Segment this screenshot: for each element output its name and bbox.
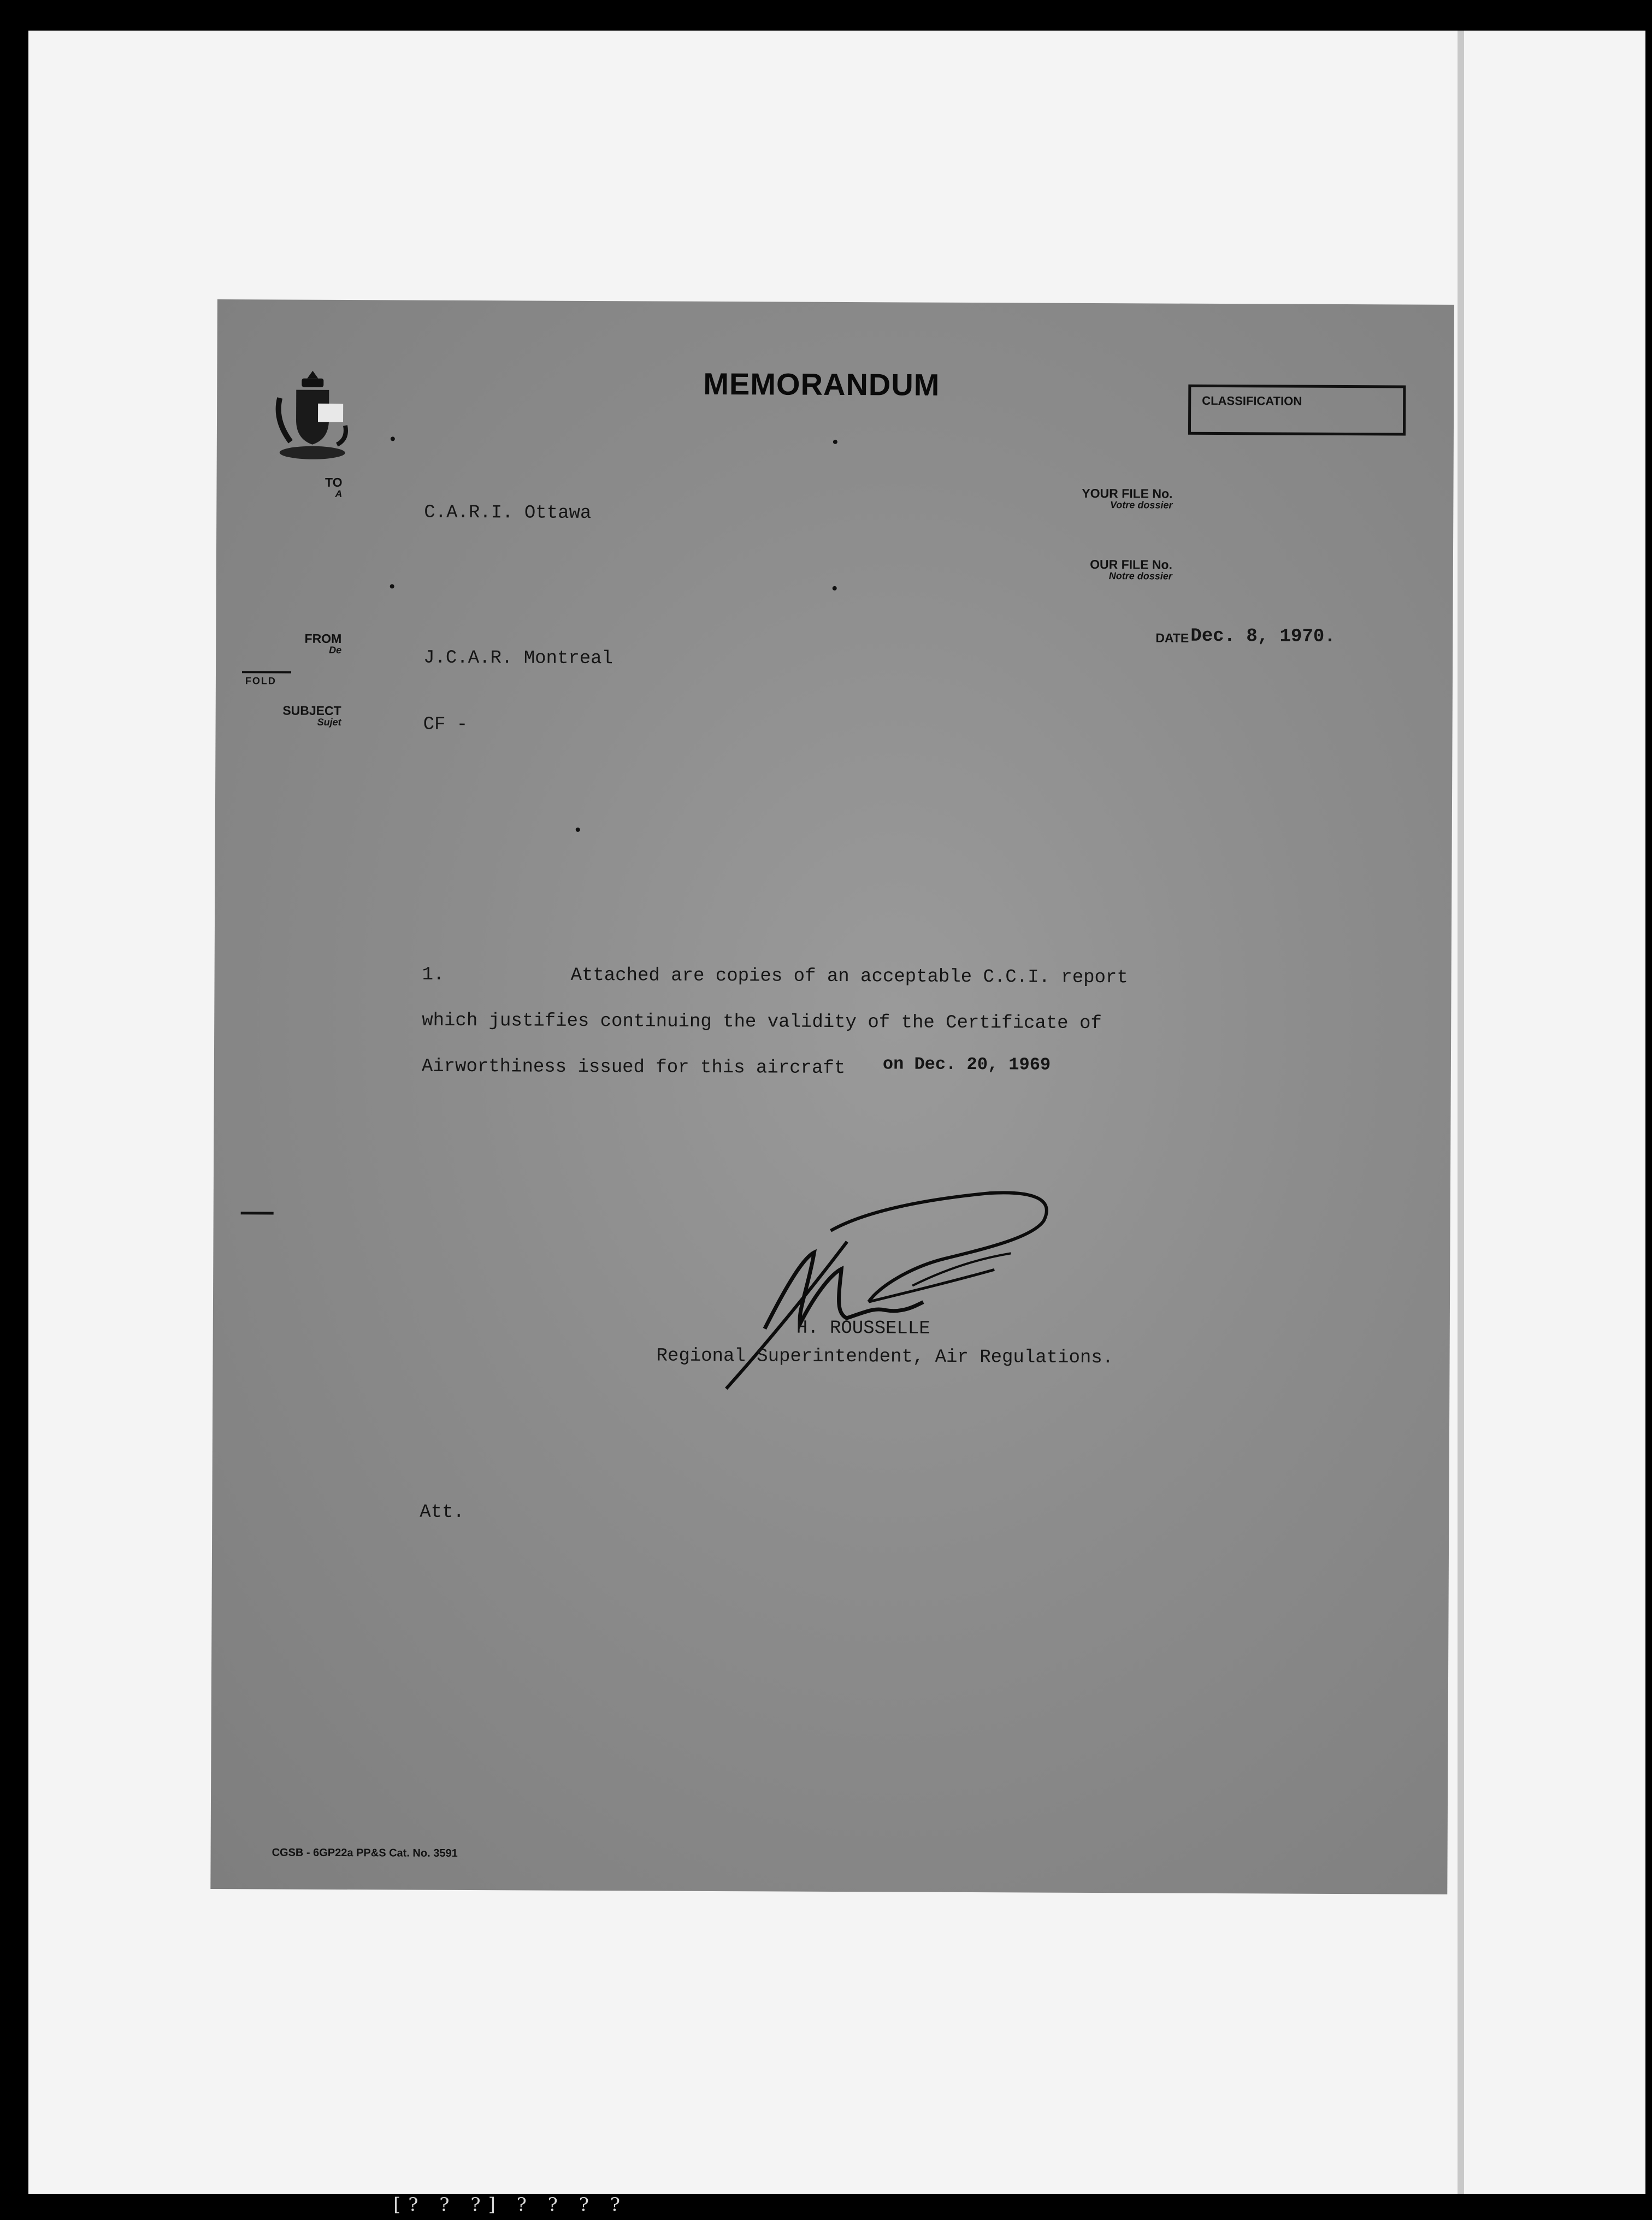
body-line-3-stamp: on Dec. 20, 1969: [882, 1054, 1051, 1075]
signatory-title: Regional Superintendent, Air Regulations.: [656, 1345, 1114, 1369]
to-value: C.A.R.I. Ottawa: [424, 502, 592, 524]
fold-mark: [242, 671, 291, 693]
scan-bottom-notes: [? ? ?] ? ? ? ?: [393, 2194, 628, 2216]
paragraph-number: 1.: [422, 964, 445, 985]
form-code: CGSB - 6GP22a PP&S Cat. No. 3591: [272, 1846, 458, 1859]
subject-value: CF -: [423, 714, 491, 736]
body-line-1: Attached are copies of an acceptable C.C.I. report: [570, 965, 1128, 989]
scan-edge-line: [1458, 31, 1464, 2194]
to-label: TO A: [324, 475, 343, 500]
your-file-label: YOUR FILE No. Votre dossier: [1082, 486, 1173, 511]
memo-title: MEMORANDUM: [703, 366, 940, 402]
from-label: FROM De: [304, 631, 342, 656]
fold-line: [242, 671, 291, 673]
address-dot: [833, 586, 837, 591]
handwritten-signature: [704, 1176, 1099, 1407]
classification-label: CLASSIFICATION: [1202, 393, 1302, 408]
address-dot: [576, 828, 580, 832]
subject-label: SUBJECT Sujet: [282, 703, 341, 728]
address-dot: [833, 440, 837, 444]
our-file-label: OUR FILE No. Notre dossier: [1090, 557, 1172, 582]
margin-dash: [241, 1212, 274, 1214]
signatory-name: H. ROUSSELLE: [796, 1318, 930, 1339]
memo-sheet: [210, 299, 1454, 1894]
address-dot: [390, 584, 394, 588]
body-line-3: Airworthiness issued for this aircraft: [421, 1056, 846, 1079]
date-label: DATE: [1155, 630, 1189, 645]
fold-text: FOLD: [245, 675, 276, 687]
body-line-2: which justifies continuing the validity of the Certificate of: [422, 1010, 1102, 1035]
date-value: Dec. 8, 1970.: [1190, 625, 1336, 647]
from-value: J.C.A.R. Montreal: [423, 647, 613, 670]
address-dot: [391, 436, 395, 441]
classification-box: [1188, 385, 1406, 436]
attachment-note: Att.: [420, 1502, 465, 1523]
coat-of-arms-icon: [272, 365, 354, 464]
